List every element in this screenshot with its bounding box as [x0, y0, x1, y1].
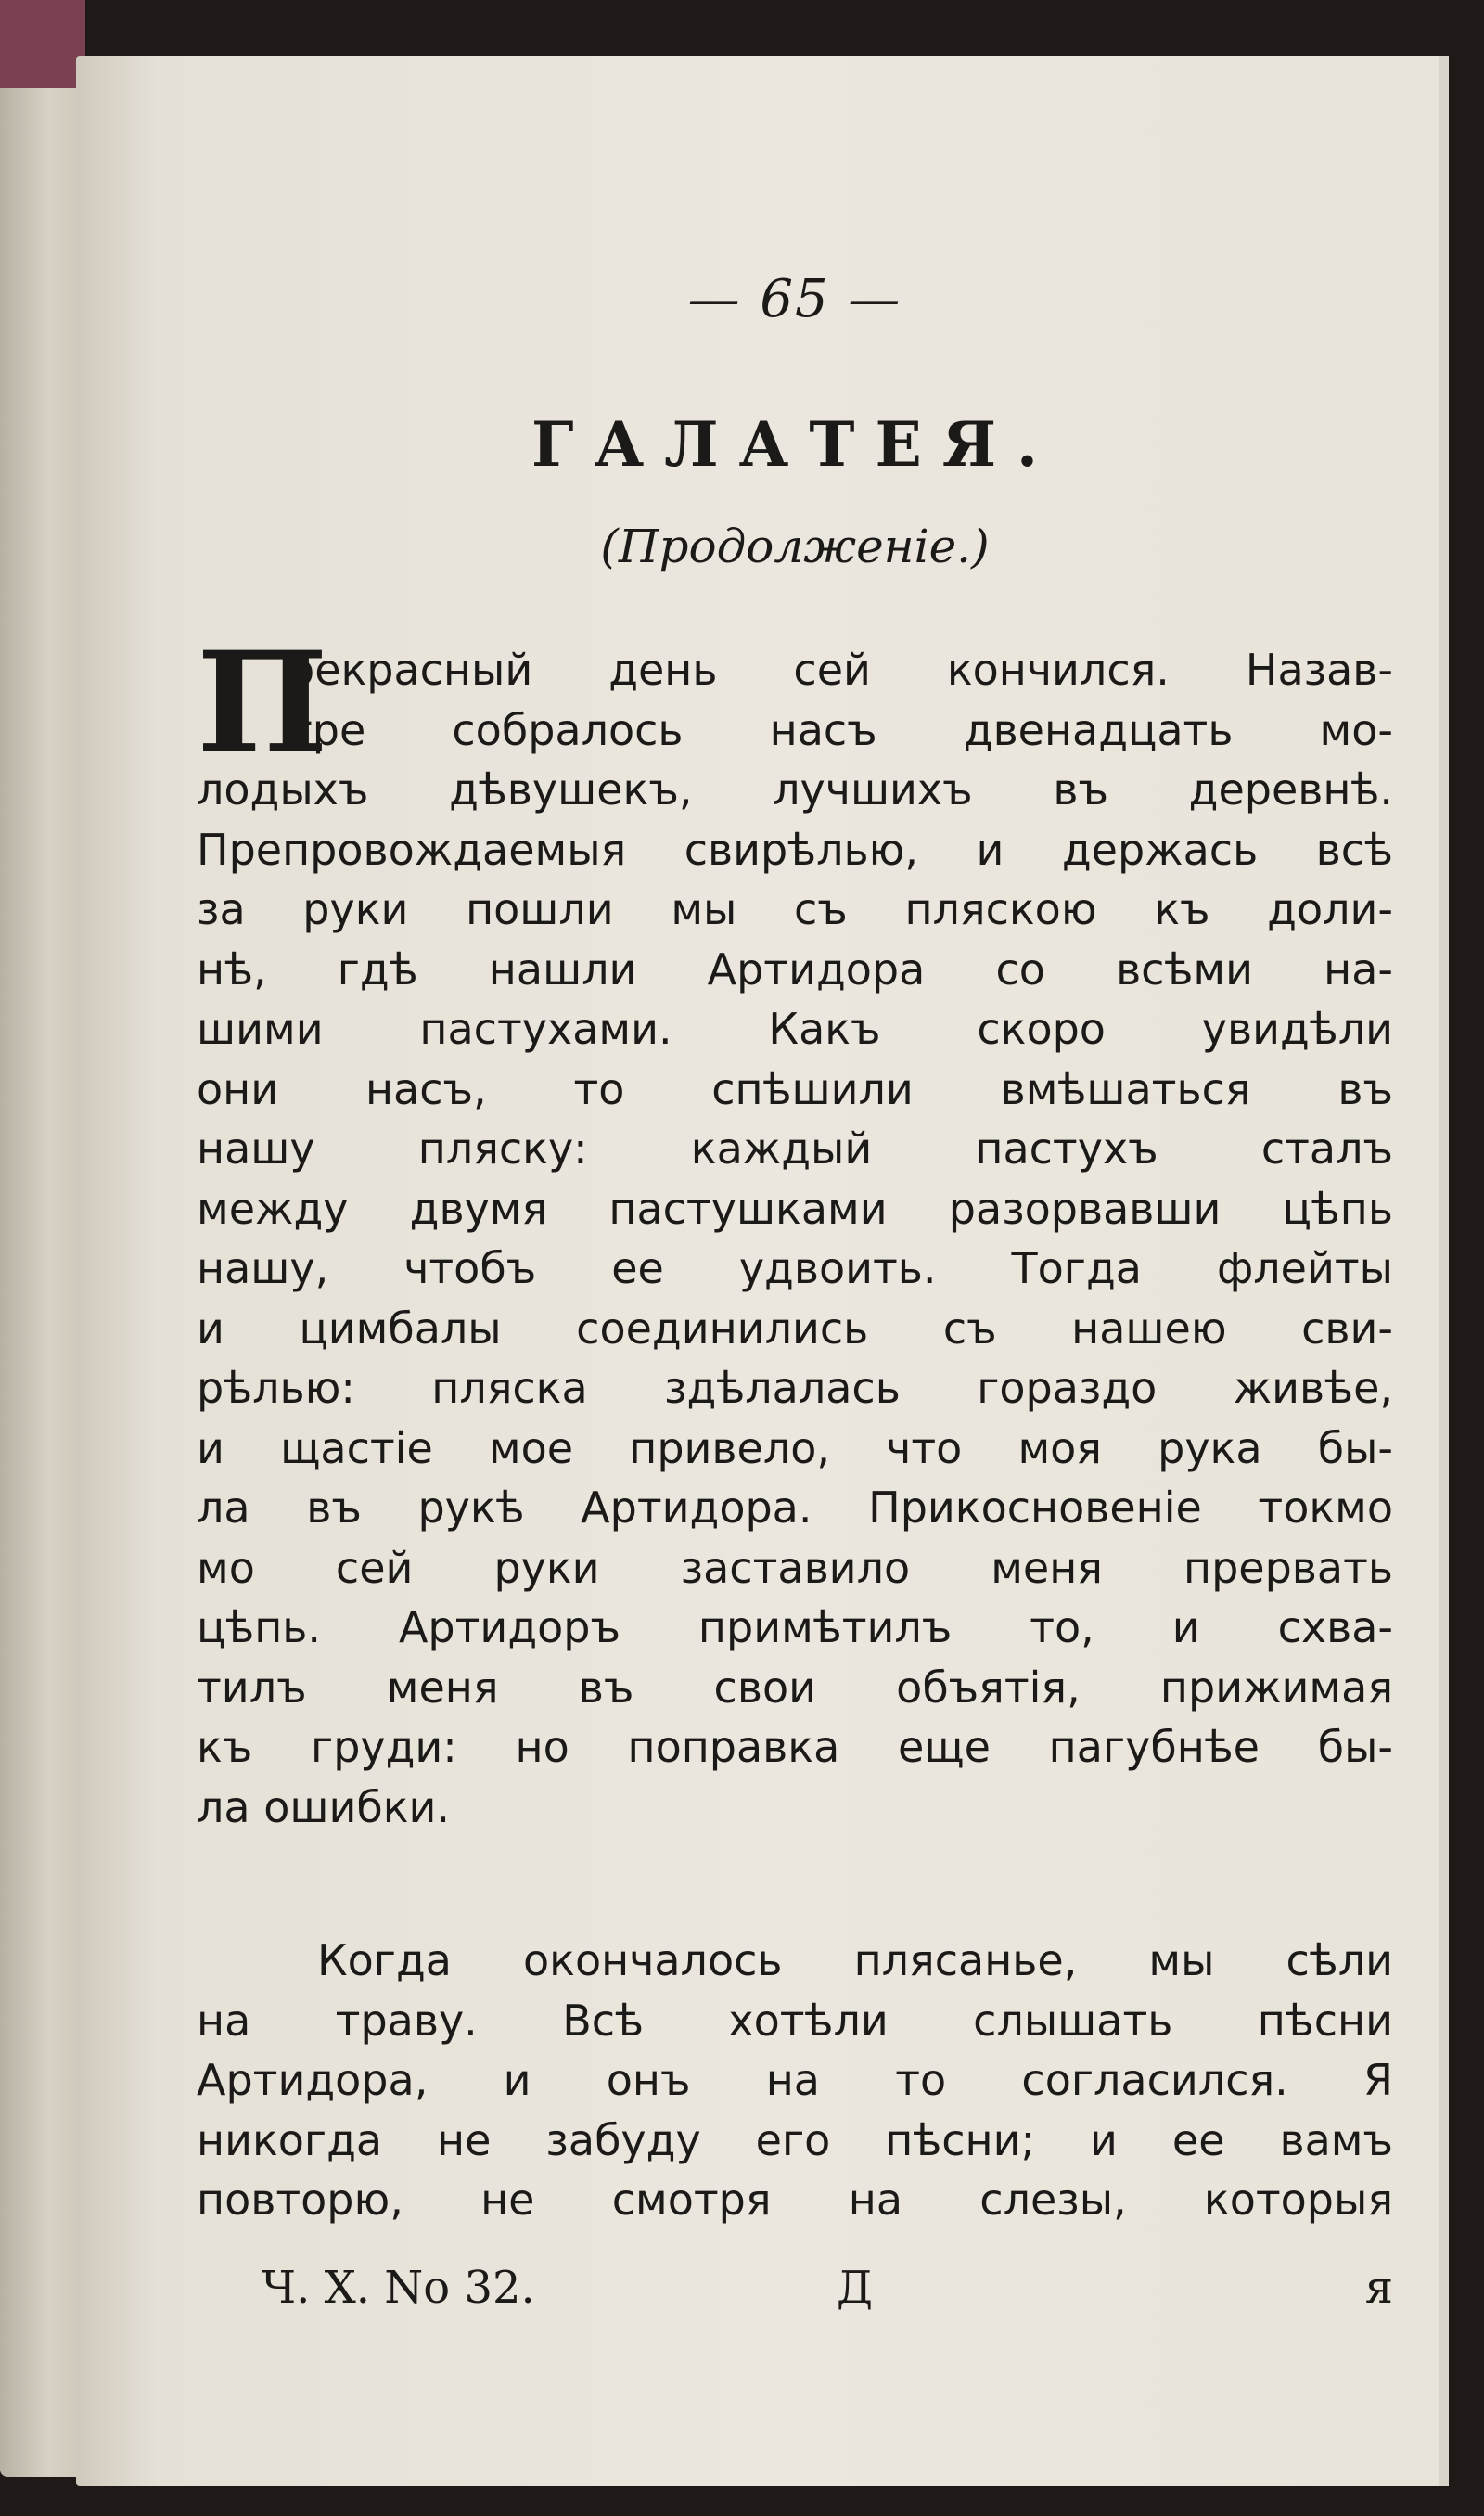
page-footer: [197, 2262, 1393, 2327]
text-line: Когда окончалось плясанье, мы сѣли: [317, 1935, 1393, 1985]
signature-mark: Ч. X. No 32.: [262, 2262, 535, 2314]
chapter-title: ГАЛАТЕЯ.: [531, 408, 1059, 481]
text-line: между двумя пастушками разорвавши цѣпь: [197, 1183, 1393, 1234]
text-line: повторю, не смотря на слезы, которыя: [197, 2175, 1393, 2225]
text-line: нашу пляску: каждый пастухъ сталъ: [197, 1123, 1393, 1174]
text-line: къ груди: но поправка еще пагубнѣе бы-: [197, 1722, 1393, 1772]
paragraph-1: [197, 622, 1393, 1837]
text-line: ла ошибки.: [197, 1781, 451, 1832]
left-page-edge: [0, 37, 82, 2477]
text-line: тилъ меня въ свои объятія, прижимая: [197, 1662, 1393, 1713]
text-line: лодыхъ дѣвушекъ, лучшихъ въ деревнѣ.: [197, 764, 1393, 815]
gathering-letter: Д: [837, 2262, 874, 2314]
text-line: мо сей руки заставило меня прервать: [197, 1542, 1393, 1593]
text-line: шими пастухами. Какъ скоро увидѣли: [197, 1004, 1393, 1054]
text-line: рекрасный день сей кончился. Назав-: [288, 645, 1393, 695]
text-line: за руки пошли мы съ пляскою къ доли-: [197, 884, 1393, 934]
text-line: они насъ, то спѣшили вмѣшаться въ: [197, 1063, 1393, 1114]
text-line: никогда не забуду его пѣсни; и ее вамъ: [197, 2114, 1393, 2165]
catchword: я: [1364, 2262, 1393, 2314]
chapter-subtitle: (Продолженіе.): [600, 520, 990, 573]
page-fore-edge: [1439, 56, 1449, 2486]
text-line: и щастіе мое привело, что моя рука бы-: [197, 1422, 1393, 1473]
text-line: рѣлью: пляска здѣлалась гораздо живѣе,: [197, 1363, 1393, 1413]
drop-cap: П: [197, 622, 328, 785]
text-line: на траву. Всѣ хотѣли слышать пѣсни: [197, 1995, 1393, 2046]
text-line: тре собралось насъ двенадцать мо-: [288, 704, 1393, 755]
text-line: нѣ, гдѣ нашли Артидора со всѣми на-: [197, 944, 1393, 995]
book-page: [76, 56, 1449, 2486]
text-line: цѣпь. Артидоръ примѣтилъ то, и схва-: [197, 1602, 1393, 1652]
red-binding-edge: [0, 0, 85, 88]
text-line: Артидора, и онъ на то согласился. Я: [197, 2055, 1393, 2105]
page-number: — 65 —: [687, 269, 902, 329]
paragraph-2: [197, 1931, 1393, 2230]
text-line: Препровождаемыя свирѣлью, и держась всѣ: [197, 824, 1393, 875]
text-line: и цимбалы соединились съ нашею сви-: [197, 1303, 1393, 1354]
text-line: нашу, чтобъ ее удвоить. Тогда флейты: [197, 1243, 1393, 1293]
text-line: ла въ рукѣ Артидора. Прикосновеніе токмо: [197, 1483, 1393, 1533]
